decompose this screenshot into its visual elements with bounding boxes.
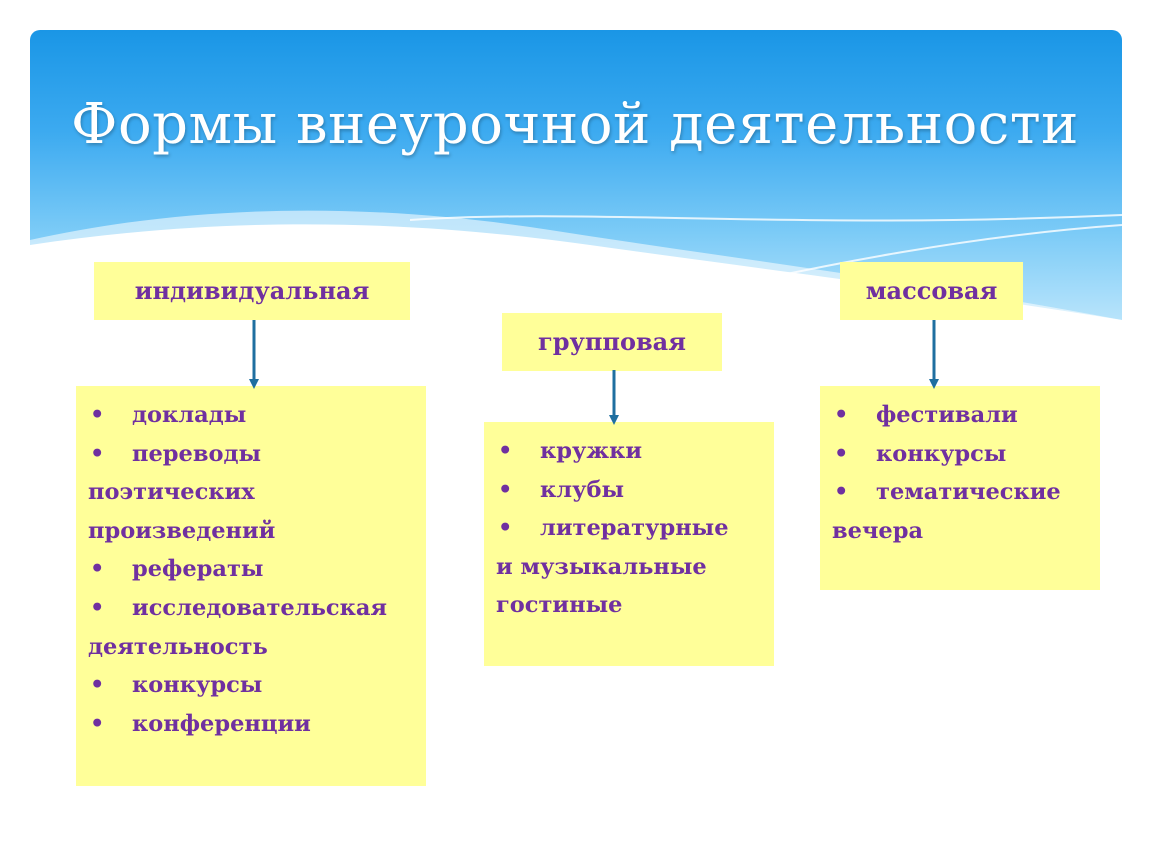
- list-item-continuation: гостиные: [496, 592, 623, 619]
- list-item: • фестивали: [832, 396, 1090, 435]
- bullet-icon: •: [90, 440, 105, 467]
- list-item-continuation: вечера: [832, 517, 924, 544]
- list-item: • клубы: [496, 471, 764, 510]
- bullet-icon: •: [90, 710, 105, 737]
- list-item-continuation: поэтических: [88, 479, 255, 506]
- page-title: Формы внеурочной деятельности: [70, 92, 1079, 157]
- category-label-group: групповая: [502, 313, 722, 371]
- list-item: • доклады: [88, 396, 416, 435]
- list-item-continuation: произведений: [88, 517, 276, 544]
- bullet-icon: •: [90, 672, 105, 699]
- bullet-icon: •: [498, 515, 513, 542]
- bullet-icon: •: [90, 594, 105, 621]
- bullet-icon: •: [90, 402, 105, 428]
- list-item-continuation: и музыкальные: [496, 553, 707, 580]
- bullet-icon: •: [834, 402, 849, 428]
- list-item: • литературные: [496, 509, 764, 548]
- category-label-individual: индивидуальная: [94, 262, 410, 320]
- bullet-icon: •: [498, 438, 513, 464]
- category-label-mass: массовая: [840, 262, 1023, 320]
- list-item: • тематические: [832, 473, 1090, 512]
- bullet-icon: •: [90, 556, 105, 583]
- list-item: • конкурсы: [832, 435, 1090, 474]
- list-item: • конференции: [88, 705, 416, 744]
- list-item: • рефераты: [88, 550, 416, 589]
- list-item-continuation: деятельность: [88, 633, 268, 660]
- bullet-icon: •: [834, 440, 849, 467]
- list-item: • переводы: [88, 435, 416, 474]
- bullet-icon: •: [498, 476, 513, 503]
- bullet-icon: •: [834, 479, 849, 506]
- list-item: • исследовательская: [88, 589, 416, 628]
- list-item: • конкурсы: [88, 666, 416, 705]
- list-item: • кружки: [496, 432, 764, 471]
